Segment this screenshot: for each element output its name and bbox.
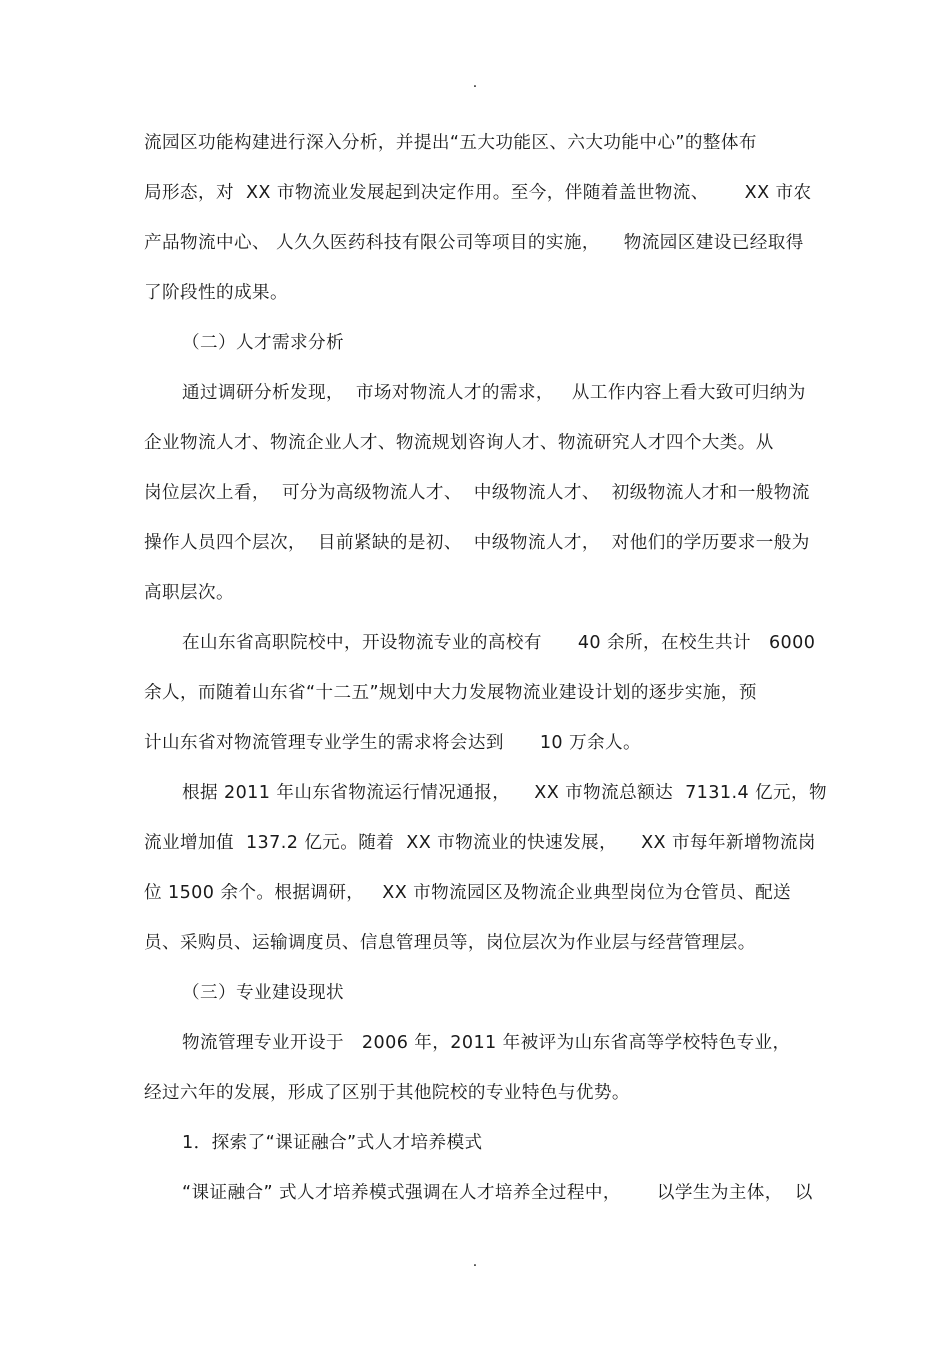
subsection-heading-1: 1．探索了“课证融合”式人才培养模式 — [182, 1133, 483, 1153]
body-text-line: 操作人员四个层次， 目前紧缺的是初、 中级物流人才， 对他们的学历要求一般为 — [144, 533, 810, 553]
section-heading-2: （二）人才需求分析 — [182, 333, 344, 353]
page-footer-mark: . — [472, 1254, 478, 1270]
body-text-line: 计山东省对物流管理专业学生的需求将会达到 10 万余人。 — [144, 733, 641, 753]
body-text-line: 根据 2011 年山东省物流运行情况通报， XX 市物流总额达 7131.4 亿元，物 — [182, 783, 828, 803]
body-text-line: 余人，而随着山东省“十二五”规划中大力发展物流业建设计划的逐步实施，预 — [144, 683, 757, 703]
body-text-line: 流业增加值 137.2 亿元。随着 XX 市物流业的快速发展， XX 市每年新增物流岗 — [144, 833, 816, 853]
body-text-line: 经过六年的发展，形成了区别于其他院校的专业特色与优势。 — [144, 1083, 630, 1103]
body-text-line: 岗位层次上看， 可分为高级物流人才、 中级物流人才、 初级物流人才和一般物流 — [144, 483, 810, 503]
body-text-line: 高职层次。 — [144, 583, 234, 603]
body-text-line: 了阶段性的成果。 — [144, 283, 288, 303]
body-text-line: 物流管理专业开设于 2006 年，2011 年被评为山东省高等学校特色专业， — [182, 1033, 791, 1053]
body-text-line: 通过调研分析发现， 市场对物流人才的需求， 从工作内容上看大致可归纳为 — [182, 383, 806, 403]
page-header-mark: . — [472, 75, 478, 91]
section-heading-3: （三）专业建设现状 — [182, 983, 344, 1003]
body-text-line: 企业物流人才、物流企业人才、物流规划咨询人才、物流研究人才四个大类。从 — [144, 433, 774, 453]
body-text-line: 产品物流中心、 人久久医药科技有限公司等项目的实施， 物流园区建设已经取得 — [144, 233, 804, 253]
body-text-line: 局形态，对 XX 市物流业发展起到决定作用。至今，伴随着盖世物流、 XX 市农 — [144, 183, 812, 203]
body-text-line: “课证融合” 式人才培养模式强调在人才培养全过程中， 以学生为主体， 以 — [182, 1183, 813, 1203]
body-text-line: 流园区功能构建进行深入分析，并提出“五大功能区、六大功能中心”的整体布 — [144, 133, 757, 153]
body-text-line: 位 1500 余个。根据调研， XX 市物流园区及物流企业典型岗位为仓管员、配送 — [144, 883, 792, 903]
body-text-line: 在山东省高职院校中，开设物流专业的高校有 40 余所，在校生共计 6000 — [182, 633, 816, 653]
body-text-line: 员、采购员、运输调度员、信息管理员等，岗位层次为作业层与经营管理层。 — [144, 933, 756, 953]
